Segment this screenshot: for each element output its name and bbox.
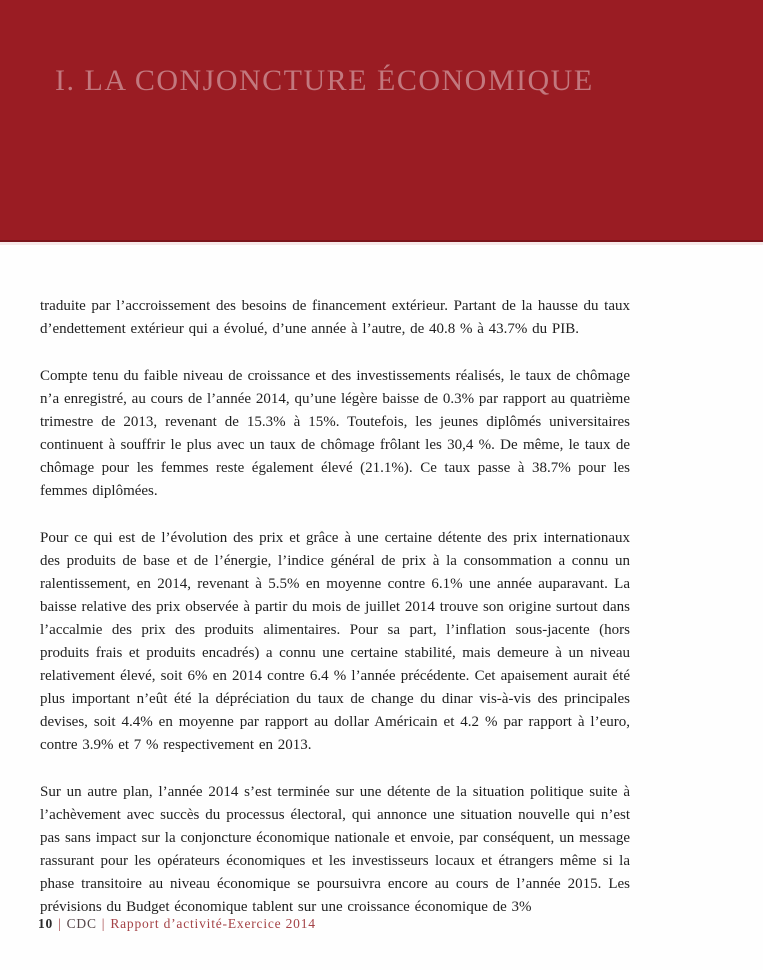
paragraph-evolution-prix: Pour ce qui est de l’évolution des prix et grâce à une certaine détente des prix internationaux des produits de base et de l’énergie, l’indice général de prix à la consommation a connu un ralentissement, en 2014, revenant à 5.5% en moyenne contre 6.1% une année auparavant. La baisse relative des prix observée à partir du mois de juillet 2014 trouve son origine surtout dans l’accalmie des prix des produits alimentaires. Pour sa part, l’inflation sous-jacente (hors produits frais et produits encadrés) a connu une certaine stabilité, mais demeure à un niveau relativement élevé, soit 6% en 2014 contre 6.4 % l’année précédente. Cet apaisement aurait été plus important n’eût été la dépréciation du taux de change du dinar vis-à-vis des principales devises, soit 4.4% en moyenne par rapport au dollar Américain et 4.2 % par rapport à l’euro, contre 3.9% et 7 % respectivement en 2013.	[40, 530, 630, 753]
footer-org-name: CDC	[66, 916, 97, 931]
paragraph-chomage: Compte tenu du faible niveau de croissance et des investissements réalisés, le taux de chômage n’a enregistré, au cours de l’année 2014, qu’une légère baisse de 0.3% par rapport au quatrième trimestre de 2013, revenant de 15.3% à 15%. Toutefois, les jeunes diplômés universitaires continuent à souffrir le plus avec un taux de chômage frôlant les 30,4 %. De même, le taux de chômage pour les femmes reste également élevé (21.1%). Ce taux passe à 38.7% pour les femmes diplômées.	[40, 368, 630, 499]
footer-separator: |	[101, 916, 106, 931]
page-title: I. LA CONJONCTURE ÉCONOMIQUE	[55, 64, 594, 97]
paragraph-financement-exterieur: traduite par l’accroissement des besoins de financement extérieur. Partant de la hausse du taux d’endettement extérieur qui a évolué, d’une année à l’autre, de 40.8 % à 43.7% du PIB.	[40, 298, 630, 337]
footer-separator: |	[58, 916, 62, 931]
body-content	[0, 245, 763, 919]
footer-report-title: Rapport d’activité-Exercice 2014	[110, 916, 316, 931]
page-footer	[38, 916, 316, 932]
paragraph-situation-politique: Sur un autre plan, l’année 2014 s’est terminée sur une détente de la situation politique suite à l’achèvement avec succès du processus électoral, qui annonce une situation nouvelle qui n’est pas sans impact sur la conjoncture économique nationale et envoie, par conséquent, un message rassurant pour les opérateurs économiques et les investisseurs locaux et étrangers même si la phase transitoire au niveau économique se poursuivra encore au cours de l’année 2015. Les prévisions du Budget économique tablent sur une croissance économique de 3%	[40, 784, 630, 915]
header-banner	[0, 0, 763, 242]
page-number: 10	[38, 916, 54, 931]
